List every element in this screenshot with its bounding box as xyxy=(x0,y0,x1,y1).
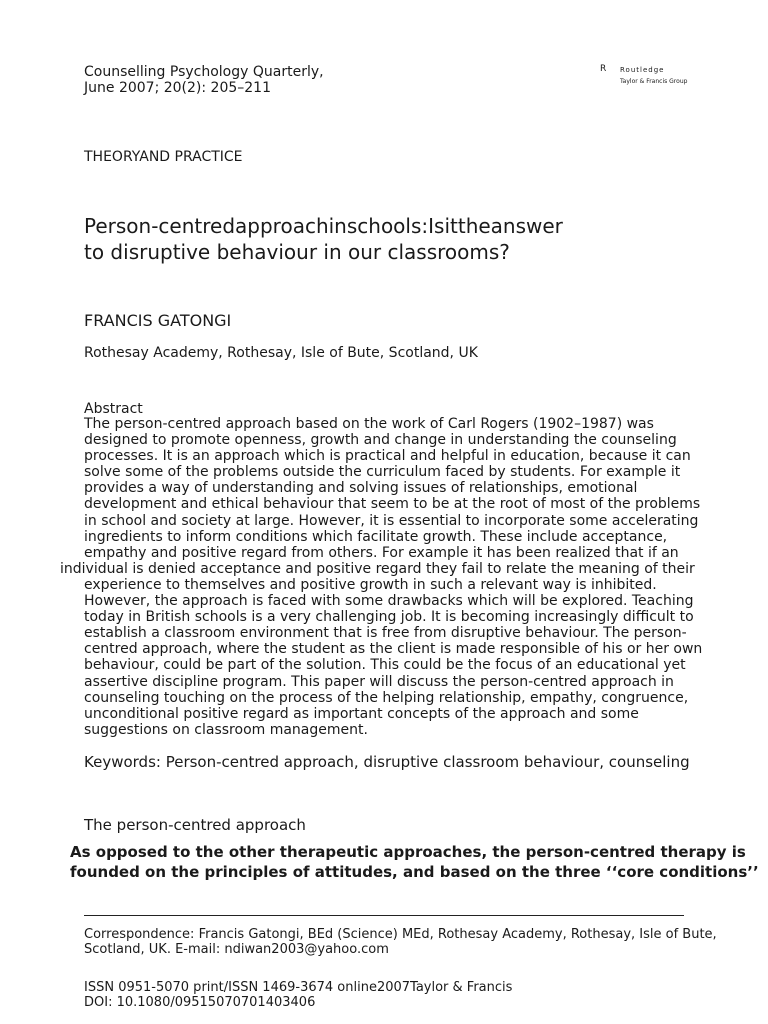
publisher-name: Routledge xyxy=(620,66,665,74)
abstract-line: centred approach, where the student as the client is made responsible of his or her own xyxy=(84,641,703,658)
abstract-line: today in British schools is a very challenging job. It is becoming increasingly difficult to xyxy=(84,609,694,626)
body-text xyxy=(70,842,759,882)
publisher-group: Taylor & Francis Group xyxy=(620,78,688,85)
abstract-line: solve some of the problems outside the curriculum faced by students. For example it xyxy=(84,464,681,481)
abstract-line: provides a way of understanding and solving issues of relationships, emotional xyxy=(84,480,638,497)
abstract-line: assertive discipline program. This paper will discuss the person-centred approach in xyxy=(84,673,674,690)
abstract-line: counseling touching on the process of the helping relationship, empathy, congruence, xyxy=(84,689,689,706)
abstract-line: However, the approach is faced with some drawbacks which will be explored. Teaching xyxy=(84,593,694,610)
title-line-1: Person-centredapproachinschools:Isittheanswer xyxy=(84,214,563,238)
footnote-divider xyxy=(84,915,684,916)
body-line-1: As opposed to the other therapeutic approaches, the person-centred therapy is xyxy=(70,843,746,861)
abstract-line: behaviour, could be part of the solution. This could be the focus of an educational yet xyxy=(84,657,686,674)
abstract-line: designed to promote openness, growth and change in understanding the counseling xyxy=(84,432,677,449)
doi: DOI: 10.1080/09515070701403406 xyxy=(84,995,316,1010)
title-line-2: to disruptive behaviour in our classrooms? xyxy=(84,240,510,264)
correspondence-footnote xyxy=(84,927,717,957)
issn-line-1 xyxy=(84,980,512,995)
keywords: Keywords: Person-centred approach, disruptive classroom behaviour, counseling xyxy=(84,753,690,771)
author-affiliation: Rothesay Academy, Rothesay, Isle of Bute, Scotland, UK xyxy=(84,345,478,361)
abstract-line: individual is denied acceptance and positive regard they fail to relate the meaning of their xyxy=(60,560,695,577)
journal-citation xyxy=(84,64,324,96)
abstract-line: development and ethical behaviour that seem to be at the root of most of the problems xyxy=(84,496,701,513)
abstract-line: establish a classroom environment that is free from disruptive behaviour. The person- xyxy=(84,625,687,642)
body-line-2: founded on the principles of attitudes, and based on the three ‘‘core conditions’’ xyxy=(70,863,759,881)
correspondence-line-2: Scotland, UK. E-mail: ndiwan2003@yahoo.com xyxy=(84,942,389,957)
abstract-line: empathy and positive regard from others. For example it has been realized that if an xyxy=(84,544,679,561)
correspondence-line-1: Correspondence: Francis Gatongi, BEd (Science) MEd, Rothesay Academy, Rothesay, Isle of Bute, xyxy=(84,927,717,942)
journal-issue: June 2007; 20(2): 205–211 xyxy=(84,80,271,96)
section-heading: The person-centred approach xyxy=(84,816,306,834)
publisher-mark: R xyxy=(600,64,607,74)
abstract-line: experience to themselves and positive growth in such a relevant way is inhibited. xyxy=(84,576,657,593)
abstract-line: The person-centred approach based on the work of Carl Rogers (1902–1987) was xyxy=(84,416,654,432)
journal-name: Counselling Psychology Quarterly, xyxy=(84,64,324,80)
paper-title xyxy=(84,213,724,265)
issn-numbers: ISSN 0951-5070 print/ISSN 1469-3674 online xyxy=(84,980,377,995)
abstract-line: ingredients to inform conditions which facilitate growth. These include acceptance, xyxy=(84,528,668,545)
author-name: FRANCIS GATONGI xyxy=(84,311,232,330)
issn-footnote xyxy=(84,980,512,1010)
section-label: THEORYAND PRACTICE xyxy=(84,149,243,165)
copyright: 2007Taylor & Francis xyxy=(376,980,513,995)
abstract-line: suggestions on classroom management. xyxy=(84,721,368,738)
abstract-line: processes. It is an approach which is practical and helpful in education, because it can xyxy=(84,448,691,465)
abstract-heading: Abstract xyxy=(84,401,143,417)
abstract-line: unconditional positive regard as important concepts of the approach and some xyxy=(84,705,639,722)
abstract-line: in school and society at large. However, it is essential to incorporate some accelerating xyxy=(84,512,699,529)
abstract-body xyxy=(60,416,768,738)
